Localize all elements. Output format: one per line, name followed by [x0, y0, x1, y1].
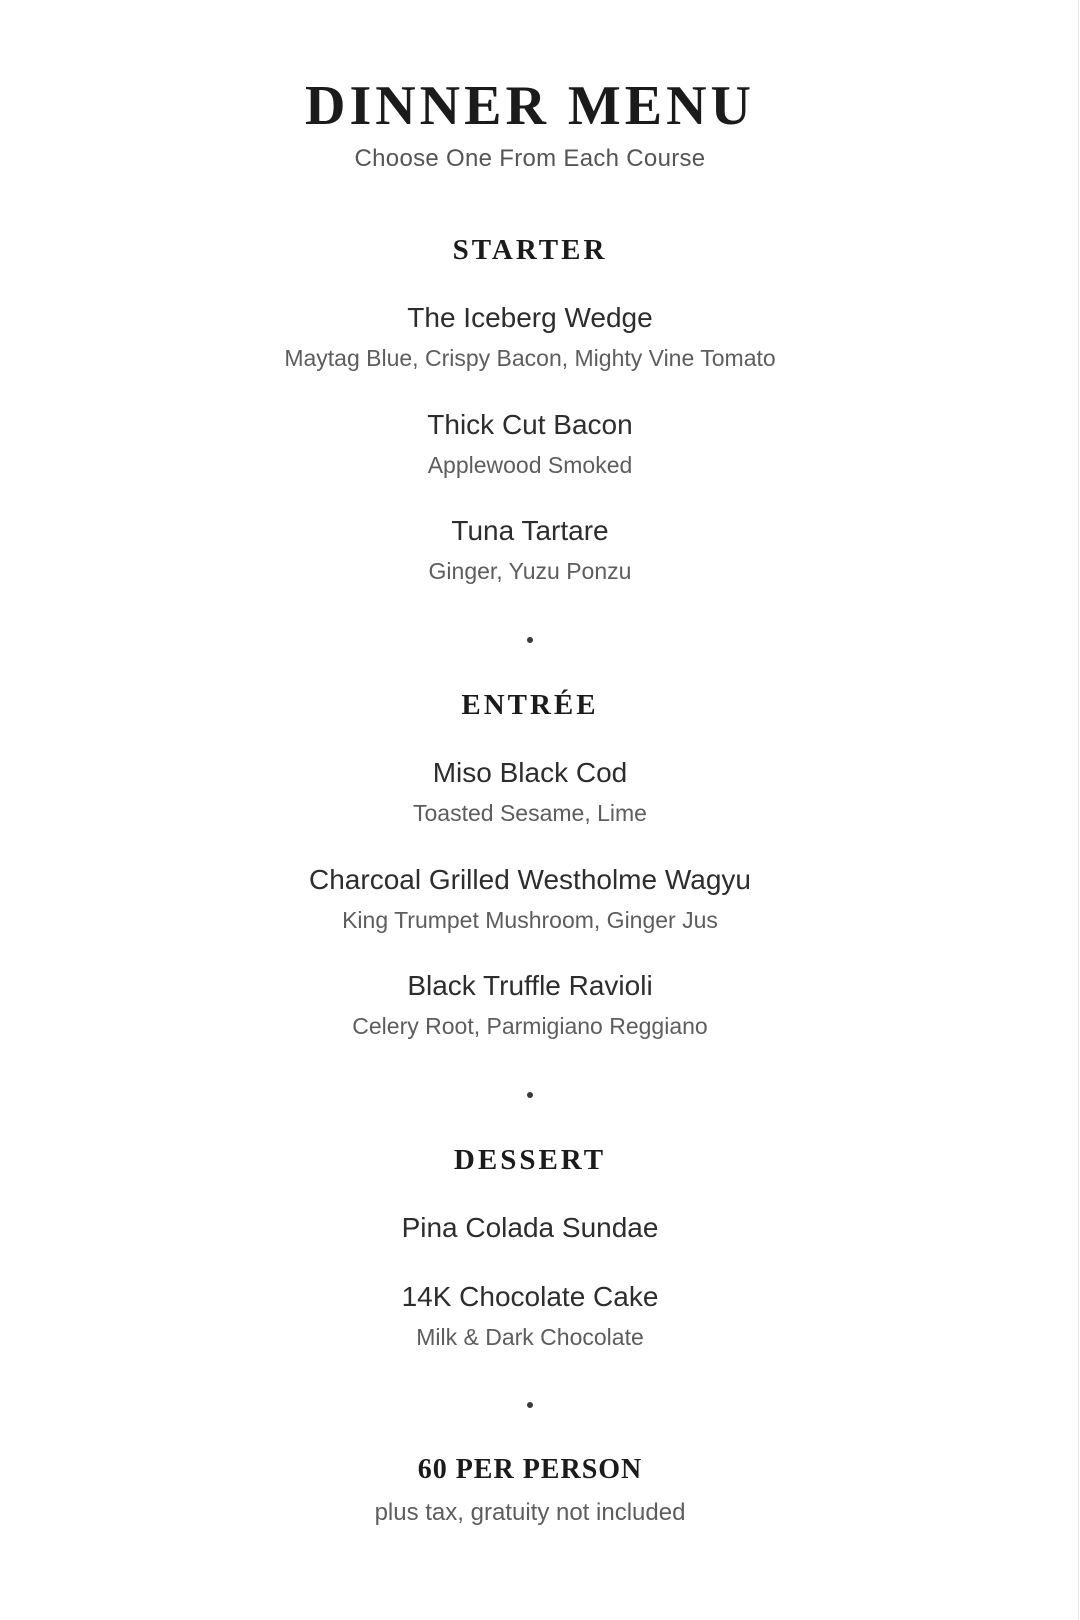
course-divider-dot [527, 1092, 533, 1098]
menu-subtitle: Choose One From Each Course [354, 145, 706, 172]
course-divider-dot [527, 1402, 533, 1408]
dish-name: Pina Colada Sundae [401, 1212, 659, 1243]
dish-name: Black Truffle Ravioli [407, 970, 653, 1001]
dish-description: Applewood Smoked [427, 452, 633, 478]
price-per-person: 60 PER PERSON [417, 1454, 643, 1485]
menu-title: DINNER MENU [305, 75, 755, 137]
dish-name: Tuna Tartare [451, 515, 609, 546]
dish-description: Ginger, Yuzu Ponzu [428, 558, 632, 584]
dish-name: Miso Black Cod [432, 757, 628, 788]
dish-name: Thick Cut Bacon [427, 409, 633, 440]
dish-name: The Iceberg Wedge [407, 302, 653, 333]
course-heading-entree: ENTRÉE [461, 689, 599, 721]
dish-description: King Trumpet Mushroom, Ginger Jus [342, 907, 718, 933]
course-heading-dessert: DESSERT [453, 1144, 607, 1176]
dish-name: Charcoal Grilled Westholme Wagyu [309, 864, 751, 895]
dish-description: Milk & Dark Chocolate [416, 1324, 644, 1350]
course-heading-starter: STARTER [452, 234, 608, 266]
dish-description: Celery Root, Parmigiano Reggiano [352, 1013, 708, 1039]
dish-description: Toasted Sesame, Lime [413, 800, 647, 826]
price-note: plus tax, gratuity not included [374, 1499, 686, 1526]
dish-name: 14K Chocolate Cake [401, 1281, 659, 1312]
course-divider-dot [527, 637, 533, 643]
dish-description: Maytag Blue, Crispy Bacon, Mighty Vine Tomato [284, 345, 776, 371]
